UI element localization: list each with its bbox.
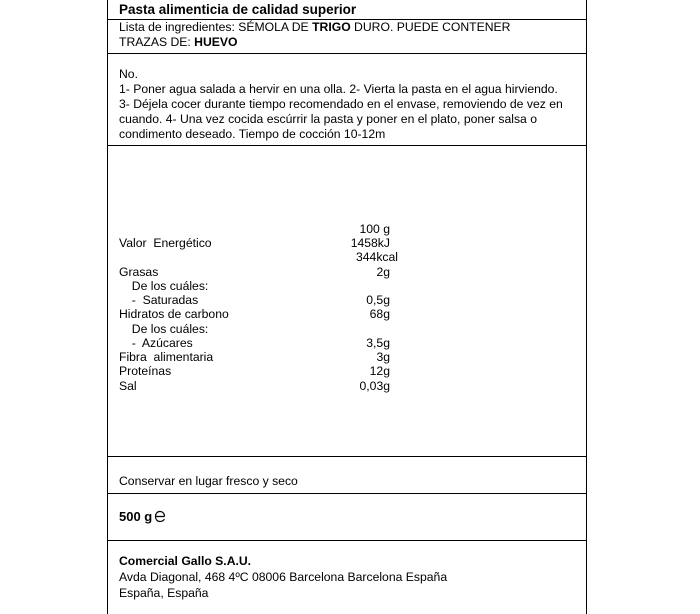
divider [107, 53, 587, 54]
allergen-egg: HUEVO [194, 35, 238, 49]
nutrition-label: De los cuáles: [125, 279, 209, 293]
divider [107, 493, 587, 494]
instructions-line: condimento deseado. Tiempo de cocción 10-12m [119, 127, 386, 141]
nutrition-label: Sal [119, 379, 137, 393]
storage-instructions: Conservar en lugar fresco y seco [119, 474, 298, 488]
instructions-number: No. [119, 67, 138, 81]
nutrition-value: 3,5g [366, 336, 390, 350]
product-title: Pasta alimenticia de calidad superior [119, 2, 357, 17]
net-weight-value: 500 g [119, 509, 153, 524]
nutrition-value: 3g [376, 350, 390, 364]
nutrition-value: 1458kJ [350, 236, 390, 250]
nutrition-label: Grasas [119, 265, 159, 279]
nutrition-value: 0,03g [359, 379, 390, 393]
nutrition-label: De los cuáles: [125, 322, 209, 336]
nutrition-value: 68g [369, 307, 390, 321]
nutrition-label: - Azúcares [125, 336, 193, 350]
nutrition-value: 344kcal [355, 250, 398, 264]
nutrition-label: Hidratos de carbono [119, 307, 229, 321]
company-name: Comercial Gallo S.A.U. [119, 554, 252, 568]
nutrition-header: 100 g [359, 222, 390, 236]
nutrition-label: Proteínas [119, 364, 172, 378]
nutrition-label: - Saturadas [125, 293, 199, 307]
net-weight [119, 509, 166, 524]
nutrition-value: 2g [376, 265, 390, 279]
nutrition-value: 12g [369, 364, 390, 378]
ingredients-line-2: TRAZAS DE: HUEVO [119, 35, 238, 49]
nutrition-label: Valor Energético [119, 236, 212, 250]
ingredients-line-1: Lista de ingredientes: SÉMOLA DE TRIGO DURO. PUEDE CONTENER [119, 20, 511, 34]
divider [107, 540, 587, 541]
instructions-line: 1- Poner agua salada a hervir en una olla. 2- Vierta la pasta en el agua hirviendo. [119, 82, 558, 96]
allergen-wheat: TRIGO [312, 20, 351, 34]
instructions-line: cuando. 4- Una vez cocida escúrrir la pasta y poner en el plato, poner salsa o [119, 112, 537, 126]
nutrition-label: Fibra alimentaria [119, 350, 214, 364]
divider [107, 145, 587, 146]
nutrition-value: 0,5g [366, 293, 390, 307]
divider [107, 456, 587, 457]
estimated-sign-icon [154, 510, 166, 523]
company-country: España, España [119, 586, 209, 600]
company-address: Avda Diagonal, 468 4ºC 08006 Barcelona Barcelona España [119, 570, 448, 584]
instructions-line: 3- Déjela cocer durante tiempo recomendado en el envase, removiendo de vez en [119, 97, 563, 111]
